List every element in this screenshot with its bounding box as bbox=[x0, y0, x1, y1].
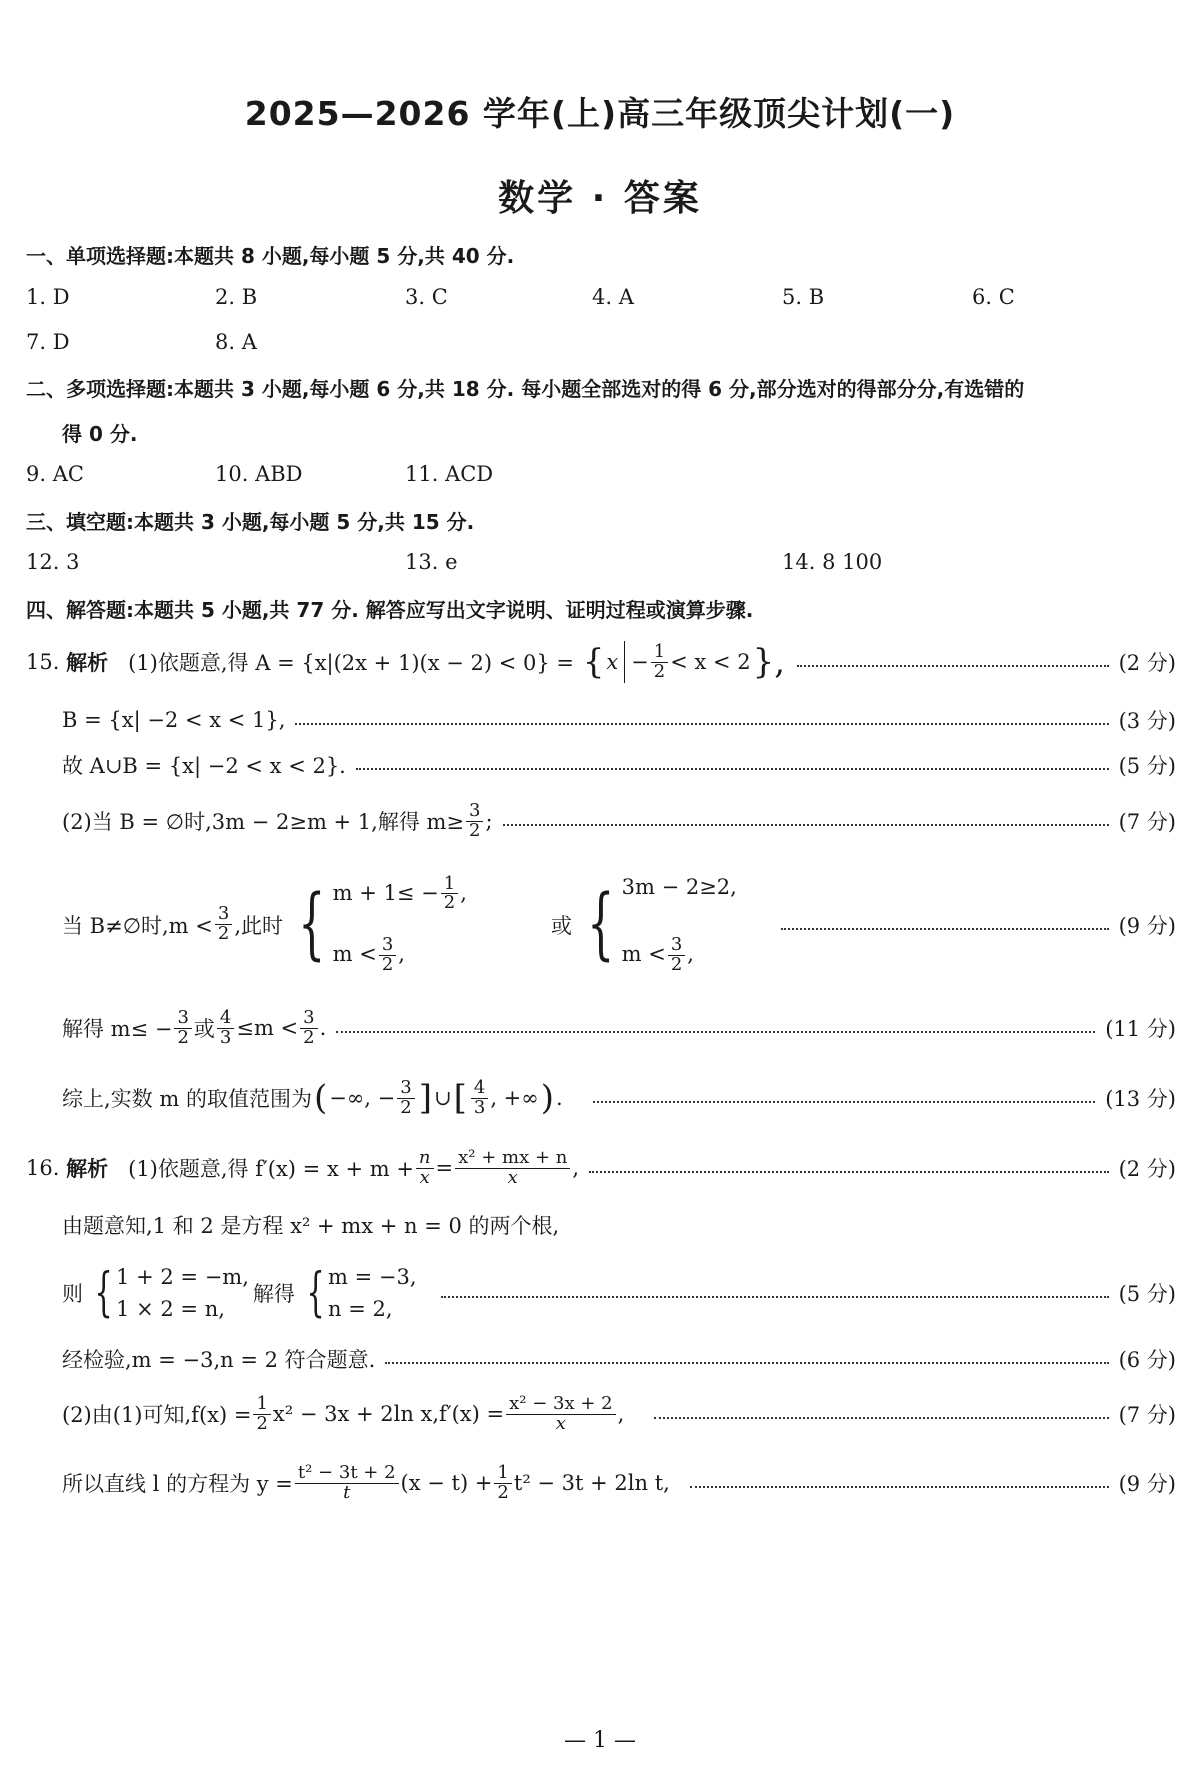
set-bar bbox=[624, 641, 625, 683]
leader-dots bbox=[441, 1296, 1109, 1298]
fraction: $\frac{1}{2}$ bbox=[494, 1464, 511, 1503]
q16-line-3: 则 { 1 + 2 = −m, 1 × 2 = n, 解得 { m = −3, n = 2, (5 分) bbox=[62, 1262, 1176, 1323]
fraction: $\frac{3}{2}$ bbox=[300, 1009, 317, 1048]
q16-l5-text: (2)由(1)可知,f(x) = bbox=[62, 1403, 252, 1427]
q15-l7-text: 综上,实数 m 的取值范围为 bbox=[62, 1087, 312, 1111]
leader-dots bbox=[336, 1031, 1095, 1033]
points: (11 分) bbox=[1105, 1017, 1176, 1041]
points: (9 分) bbox=[1118, 913, 1176, 938]
points: (2 分) bbox=[1118, 1157, 1176, 1181]
q16-line-5: (2)由(1)可知,f(x) = $\frac{1}{2}$ x² − 3x + 2ln x,f′(x) = $\frac{\text{x² − 3x + 2}}{x}$ , (7 分) bbox=[62, 1392, 1176, 1434]
points: (5 分) bbox=[1118, 754, 1176, 778]
q16-line-2 bbox=[62, 1200, 1176, 1250]
q16-line-4 bbox=[62, 1334, 1176, 1384]
set-var: x bbox=[606, 650, 619, 674]
q16-l2-text: 由题意知,1 和 2 是方程 x² + mx + n = 0 的两个根, bbox=[62, 1214, 560, 1238]
or-text: 或 bbox=[550, 913, 572, 938]
answer-8: 8. A bbox=[215, 330, 257, 354]
points: (7 分) bbox=[1118, 1403, 1176, 1427]
answer-14: 14. 8 100 bbox=[782, 550, 883, 574]
q15-l2-text: B = {x| −2 < x < 1}, bbox=[62, 708, 286, 732]
q15-line-7: 综上,实数 m 的取值范围为 ( −∞, − $\frac{3}{2}$ ] ∪ [ $\frac{4}{3}$ , +∞ ) . (13 分) bbox=[62, 1076, 1176, 1118]
q15-label: 解析 bbox=[66, 651, 109, 675]
fraction: $\frac{\text{x² + mx + n}}{x}$ bbox=[455, 1149, 570, 1188]
q15-line-2 bbox=[62, 695, 1176, 745]
answer-1: 1. D bbox=[26, 285, 70, 309]
points: (2 分) bbox=[1118, 651, 1176, 675]
q16-l4-text: 经检验,m = −3,n = 2 符合题意. bbox=[62, 1348, 376, 1372]
answer-13: 13. e bbox=[405, 550, 458, 574]
q15-l6-text: 解得 m≤ − bbox=[62, 1017, 173, 1041]
leader-dots bbox=[690, 1486, 1109, 1488]
answer-7: 7. D bbox=[26, 330, 70, 354]
answer-4: 4. A bbox=[592, 285, 634, 309]
leader-dots bbox=[781, 928, 1109, 930]
q16-line-1: 16. 解析 (1)依题意,得 f′(x) = x + m + $\frac{n}{x}$ = $\frac{\text{x² + mx + n}}{x}$ , (2 分) bbox=[26, 1146, 1176, 1188]
points: (3 分) bbox=[1118, 709, 1176, 733]
fraction: $\frac{3}{2}$ bbox=[215, 905, 232, 944]
fraction: $\frac{3}{2}$ bbox=[466, 802, 483, 841]
equation-system-2: { m = −3, n = 2, bbox=[306, 1262, 417, 1323]
q15-l1-text: (1)依题意,得 A = {x|(2x + 1)(x − 2) < 0} = bbox=[128, 651, 574, 675]
section2-heading: 二、多项选择题:本题共 3 小题,每小题 6 分,共 18 分. 每小题全部选对的得 6 分,部分选对的得部分分,有选错的 bbox=[26, 377, 1025, 401]
section4-heading: 四、解答题:本题共 5 小题,共 77 分. 解答应写出文字说明、证明过程或演算步骤. bbox=[26, 598, 754, 622]
leader-dots bbox=[589, 1171, 1109, 1173]
fraction: $\frac{1}{2}$ bbox=[253, 1395, 270, 1434]
fraction: $\frac{4}{3}$ bbox=[471, 1079, 488, 1118]
page-title: 2025—2026 学年(上)高三年级顶尖计划(一) bbox=[244, 94, 956, 133]
leader-dots bbox=[797, 665, 1108, 667]
inequality-system-2: { 3m − 2≥2, m < $\frac{3}{2}$ , bbox=[587, 874, 737, 975]
brace-open: { bbox=[582, 642, 605, 682]
fraction: $\frac{1}{2}$ bbox=[651, 643, 668, 682]
equation-system-1: { 1 + 2 = −m, 1 × 2 = n, bbox=[94, 1262, 249, 1323]
q16-l6-text: 所以直线 l 的方程为 y = bbox=[62, 1472, 293, 1496]
q15-line-3 bbox=[62, 740, 1176, 790]
inequality-system-1: { m + 1≤ − $\frac{1}{2}$ , m < $\frac{3}{2}$ , bbox=[298, 872, 467, 975]
fraction: $\frac{3}{2}$ bbox=[174, 1009, 191, 1048]
answer-6: 6. C bbox=[972, 285, 1015, 309]
fraction: $\frac{\text{x² − 3x + 2}}{x}$ bbox=[506, 1395, 615, 1434]
q16-l1-text: (1)依题意,得 f′(x) = x + m + bbox=[128, 1157, 414, 1181]
q16-label: 解析 bbox=[66, 1157, 109, 1181]
q16-line-6: 所以直线 l 的方程为 y = $\frac{\text{t² − 3t + 2}}{t}$ (x − t) + $\frac{1}{2}$ t² − 3t + 2ln t, (9 分) bbox=[62, 1461, 1176, 1503]
q15-line-1 bbox=[26, 633, 1176, 691]
leader-dots bbox=[654, 1417, 1108, 1419]
answer-2: 2. B bbox=[215, 285, 258, 309]
leader-dots bbox=[593, 1101, 1095, 1103]
q15-number: 15. bbox=[26, 650, 60, 674]
q15-l3-text: 故 A∪B = {x| −2 < x < 2}. bbox=[62, 754, 346, 778]
points: (13 分) bbox=[1105, 1087, 1176, 1111]
answer-9: 9. AC bbox=[26, 462, 84, 486]
q15-l5-text: 当 B≠∅时,m < bbox=[62, 913, 213, 938]
points: (6 分) bbox=[1118, 1348, 1176, 1372]
answer-11: 11. ACD bbox=[405, 462, 494, 486]
points: (5 分) bbox=[1118, 1282, 1176, 1306]
page-number: — 1 — bbox=[564, 1728, 636, 1753]
leader-dots bbox=[356, 768, 1109, 770]
answer-12: 12. 3 bbox=[26, 550, 80, 574]
q15-l4-text: (2)当 B = ∅时,3m − 2≥m + 1,解得 m≥ bbox=[62, 810, 465, 834]
section1-heading: 一、单项选择题:本题共 8 小题,每小题 5 分,共 40 分. bbox=[26, 244, 515, 268]
fraction: $\frac{\text{t² − 3t + 2}}{t}$ bbox=[295, 1464, 399, 1503]
page-subtitle: 数学 · 答案 bbox=[498, 178, 702, 219]
set-rest: < x < 2 bbox=[670, 650, 751, 674]
brace-close: }, bbox=[752, 642, 786, 682]
semicolon: ; bbox=[485, 809, 493, 833]
fraction: $\frac{4}{3}$ bbox=[217, 1009, 234, 1048]
q15-line-4 bbox=[62, 793, 1176, 849]
leader-dots bbox=[503, 824, 1109, 826]
points: (9 分) bbox=[1118, 1472, 1176, 1496]
q15-l5-text-b: ,此时 bbox=[234, 913, 283, 938]
leader-dots bbox=[295, 723, 1108, 725]
q15-line-6: 解得 m≤ − $\frac{3}{2}$ 或 $\frac{4}{3}$ ≤m < $\frac{3}{2}$ . (11 分) bbox=[62, 1006, 1176, 1048]
fraction: $\frac{3}{2}$ bbox=[397, 1079, 414, 1118]
fraction: $\frac{n}{x}$ bbox=[416, 1149, 434, 1188]
points: (7 分) bbox=[1118, 810, 1176, 834]
q16-number: 16. bbox=[26, 1156, 60, 1180]
q15-line-5 bbox=[62, 862, 1176, 987]
answer-3: 3. C bbox=[405, 285, 448, 309]
section3-heading: 三、填空题:本题共 3 小题,每小题 5 分,共 15 分. bbox=[26, 510, 475, 534]
leader-dots bbox=[385, 1362, 1108, 1364]
answer-10: 10. ABD bbox=[215, 462, 303, 486]
q16-l3-text: 则 bbox=[62, 1282, 83, 1306]
answer-5: 5. B bbox=[782, 285, 825, 309]
minus-sign: − bbox=[631, 650, 649, 674]
section2-heading-cont: 得 0 分. bbox=[62, 422, 138, 446]
